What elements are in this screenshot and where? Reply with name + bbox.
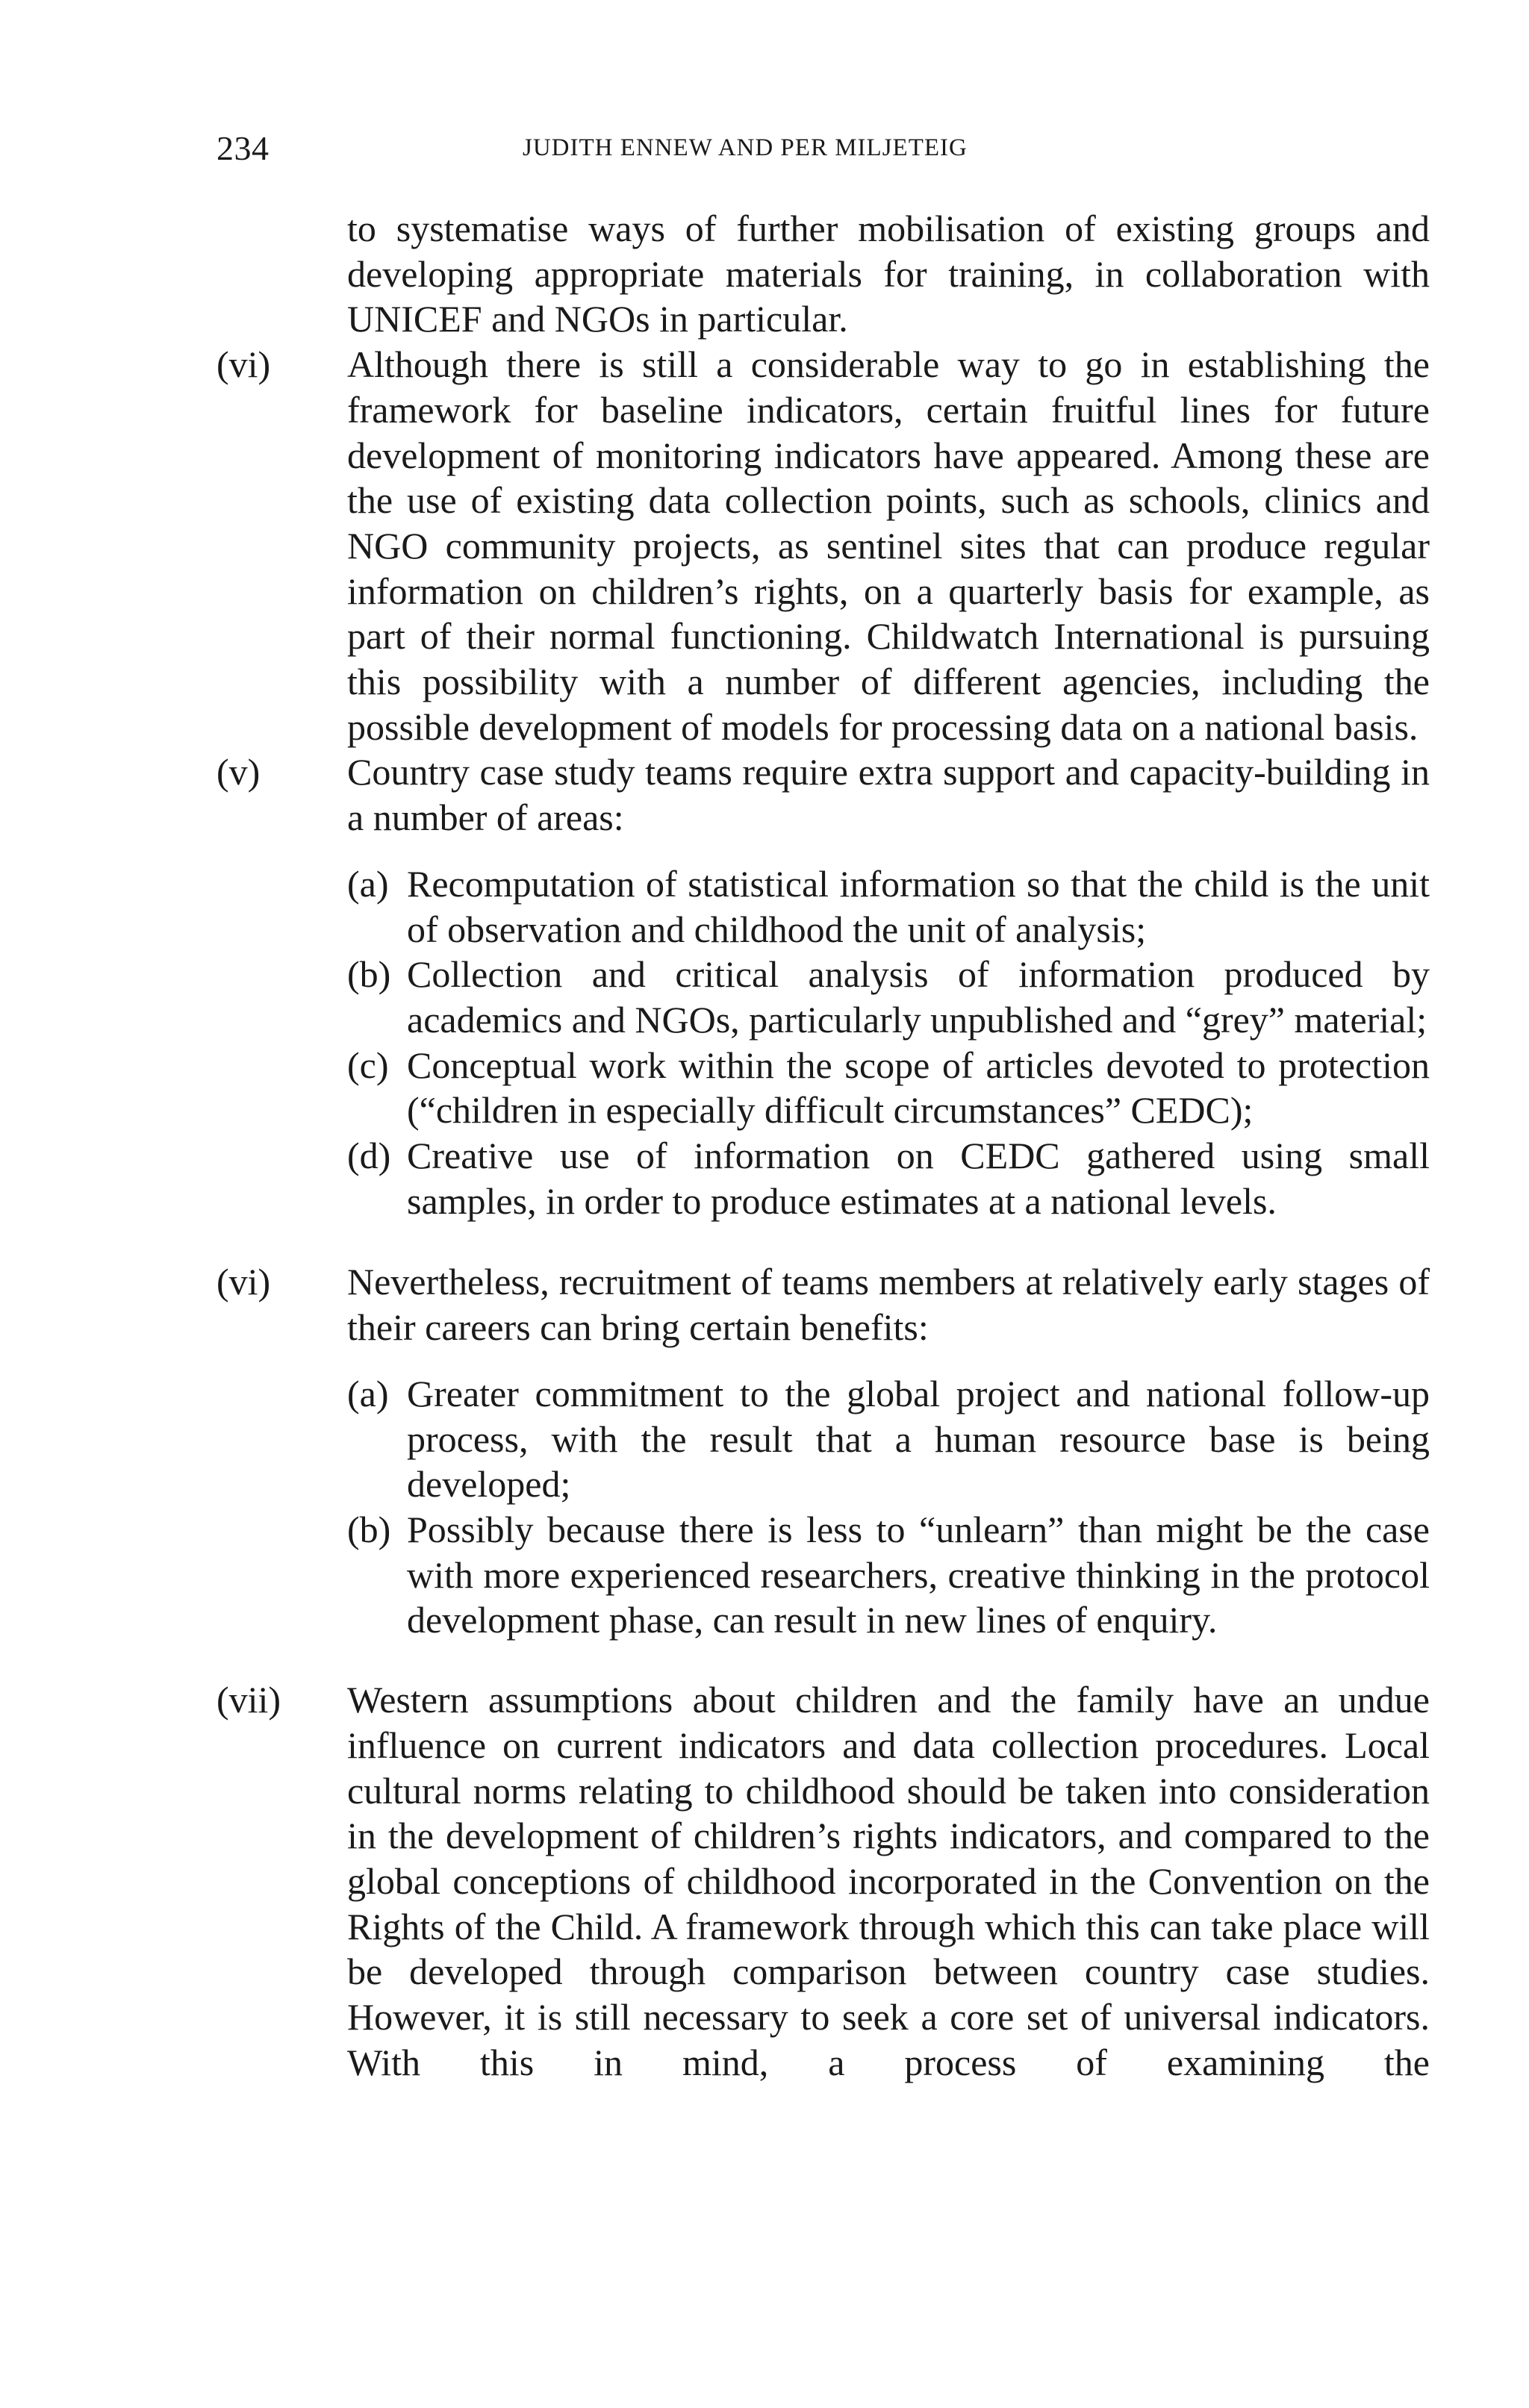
sublist-item — [347, 861, 1430, 952]
sublist-item — [347, 1133, 1430, 1223]
list-item-text: Nevertheless, recruitment of teams members at relatively early stages of their careers can bring certain benefits: — [347, 1261, 1430, 1349]
sublist — [347, 861, 1430, 1224]
sublist — [347, 1371, 1430, 1643]
sublist-item-text: Creative use of information on CEDC gathered using small samples, in order to produce estimates at a national levels. — [407, 1135, 1430, 1222]
list-item-text: Western assumptions about children and the family have an undue influence on current indicators and data collection procedures. Local cultural norms relating to childhood should be taken into consideration in the development of children’s rights indicators, and compared to the global conceptions of childhood incorporated in the Convention on the Rights of the Child. A framework through which this can take place will be developed through comparison between country case studies. However, it is still necessary to seek a core set of universal indicators. With this in mind, a process of examining the — [347, 1679, 1430, 2083]
sublist-marker: (c) — [347, 1044, 389, 1086]
sublist-marker: (d) — [347, 1135, 391, 1177]
list-item-vii — [217, 1677, 1430, 2085]
sublist-item-text: Collection and critical analysis of information produced by academics and NGOs, particularly unpublished and “grey” material; — [407, 953, 1430, 1041]
list-item-vi-second — [217, 1259, 1430, 1643]
continuation-paragraph — [217, 206, 1430, 342]
running-head: JUDITH ENNEW AND PER MILJETEIG — [523, 134, 968, 161]
list-item-text: Although there is still a considerable way to go in establishing the framework for baseline indicators, certain fruitful lines for future development of monitoring indicators have appeared. Among these are the use of existing data collection points, such as schools, clinics and NGO community projects, as sentinel sites that can produce regular information on children’s rights, on a quarterly basis for example, as part of their normal functioning. Childwatch International is pursuing this possibility with a number of different agencies, including the possible development of models for processing data on a national basis. — [347, 343, 1430, 748]
paragraph-text: to systematise ways of further mobilisation of existing groups and developing appropriate materials for training, in collaboration with UNICEF and NGOs in particular. — [347, 208, 1430, 340]
sublist-item-text: Recomputation of statistical information so that the child is the unit of observation and childhood the unit of analysis; — [407, 862, 1430, 950]
sublist-item — [347, 1043, 1430, 1133]
page-number: 234 — [217, 129, 270, 167]
sublist-marker: (a) — [347, 1372, 389, 1414]
list-item-v — [217, 749, 1430, 1223]
list-marker: (vii) — [217, 1679, 281, 1721]
list-marker: (v) — [217, 751, 261, 793]
sublist-item — [347, 1507, 1430, 1643]
sublist-item — [347, 1371, 1430, 1507]
body-text — [217, 206, 1430, 2085]
sublist-item-text: Possibly because there is less to “unlearn” than might be the case with more experienced researchers, creative thinking in the protocol development phase, can result in new lines of enquiry. — [407, 1508, 1430, 1641]
list-marker: (vi) — [217, 343, 271, 386]
list-item-text: Country case study teams require extra support and capacity-building in a number of areas: — [347, 751, 1430, 839]
sublist-marker: (b) — [347, 1508, 391, 1550]
sublist-marker: (a) — [347, 862, 389, 905]
sublist-marker: (b) — [347, 953, 391, 996]
list-item-vi — [217, 342, 1430, 749]
sublist-item — [347, 952, 1430, 1042]
sublist-item-text: Greater commitment to the global project and national follow-up process, with the result that a human resource base is being developed; — [407, 1372, 1430, 1506]
sublist-item-text: Conceptual work within the scope of articles devoted to protection (“children in especially difficult circumstances” CEDC); — [407, 1044, 1430, 1132]
list-marker: (vi) — [217, 1261, 271, 1303]
